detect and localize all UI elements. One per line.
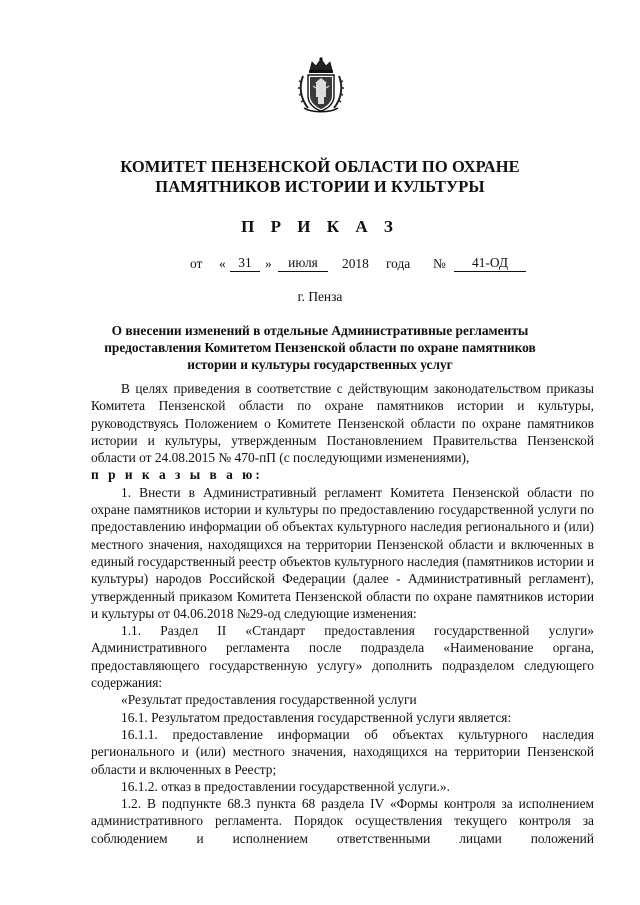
organization-title: [0, 157, 640, 197]
subject-line2: предоставления Комитетом Пензенской области по охране памятников: [104, 340, 536, 355]
paragraph-16-1: 16.1. Результатом предоставления государственной услуги является:: [121, 709, 512, 725]
date-quote-close: »: [265, 256, 272, 271]
date-day: 31: [230, 255, 260, 272]
date-year: 2018: [342, 256, 369, 271]
date-year-word: года: [386, 256, 411, 271]
document-type-heading: П Р И К А З: [241, 217, 399, 236]
date-month: июля: [278, 255, 328, 272]
subject-line3: истории и культуры государственных услуг: [187, 357, 453, 372]
paragraph-1-1: 1.1. Раздел II «Стандарт предоставления государственной услуги» Административного регламента после подраздела «Наименование органа, предоставляющего государственную услугу» дополнить подразделом следующего содержания:: [91, 623, 594, 691]
city-name: г. Пенза: [297, 289, 343, 304]
order-word: п р и к а з ы в а ю:: [91, 467, 263, 483]
order-subject: [100, 322, 540, 373]
paragraph-16-1-2: 16.1.2. отказ в предоставлении государственной услуги.».: [121, 778, 450, 794]
date-number-line: [190, 255, 540, 273]
coat-of-arms-icon: [296, 56, 346, 114]
order-number: 41-ОД: [454, 255, 526, 272]
paragraph-1-2: 1.2. В подпункте 68.3 пункта 68 раздела IV «Формы контроля за исполнением административного регламента. Порядок осуществления текущего контроля за соблюдением и исполнением ответственными лицами положений: [91, 796, 594, 846]
paragraph-result-title: «Результат предоставления государственной услуги: [121, 692, 417, 708]
paragraph-16-1-1: 16.1.1. предоставление информации об объектах культурного наследия регионального и (или) местного значения, находящихся на территории Пензенской области и включенных в Реестр;: [91, 726, 594, 777]
order-body: [91, 380, 594, 847]
preamble-paragraph: [91, 380, 594, 466]
order-word-paragraph: [91, 466, 594, 483]
paragraph-1: 1. Внести в Административный регламент Комитета Пензенской области по охране памятников истории и культуры по предоставлению государственной услуги по предоставлению информации об объектах культурного наследия регионального и (или) местного значения, находящихся на территории Пензенской области и включенных в единый государственный реестр объектов культурного наследия (памятников истории и культуры) народов Российской Федерации (далее - Административный регламент), утвержденный приказом Комитета Пензенской области по охране памятников истории и культуры от 04.06.2018 №29-од следующие изменения:: [91, 484, 594, 621]
date-quote-open: «: [219, 256, 226, 271]
number-sign: №: [433, 256, 446, 271]
date-prefix: от: [190, 256, 203, 271]
organization-title-line1: КОМИТЕТ ПЕНЗЕНСКОЙ ОБЛАСТИ ПО ОХРАНЕ: [120, 157, 520, 176]
subject-line1: О внесении изменений в отдельные Административные регламенты: [111, 323, 529, 338]
preamble-text: В целях приведения в соответствие с действующим законодательством приказы Комитета Пензенской области по охране памятников истории и культуры, руководствуясь Положением о Комитете Пензенской области по охране памятников истории и культуры, утвержденным Постановлением Правительства Пензенской области от 24.08.2015 № 470-пП (с последующими изменениями),: [91, 381, 594, 466]
organization-title-line2: ПАМЯТНИКОВ ИСТОРИИ И КУЛЬТУРЫ: [155, 177, 485, 196]
